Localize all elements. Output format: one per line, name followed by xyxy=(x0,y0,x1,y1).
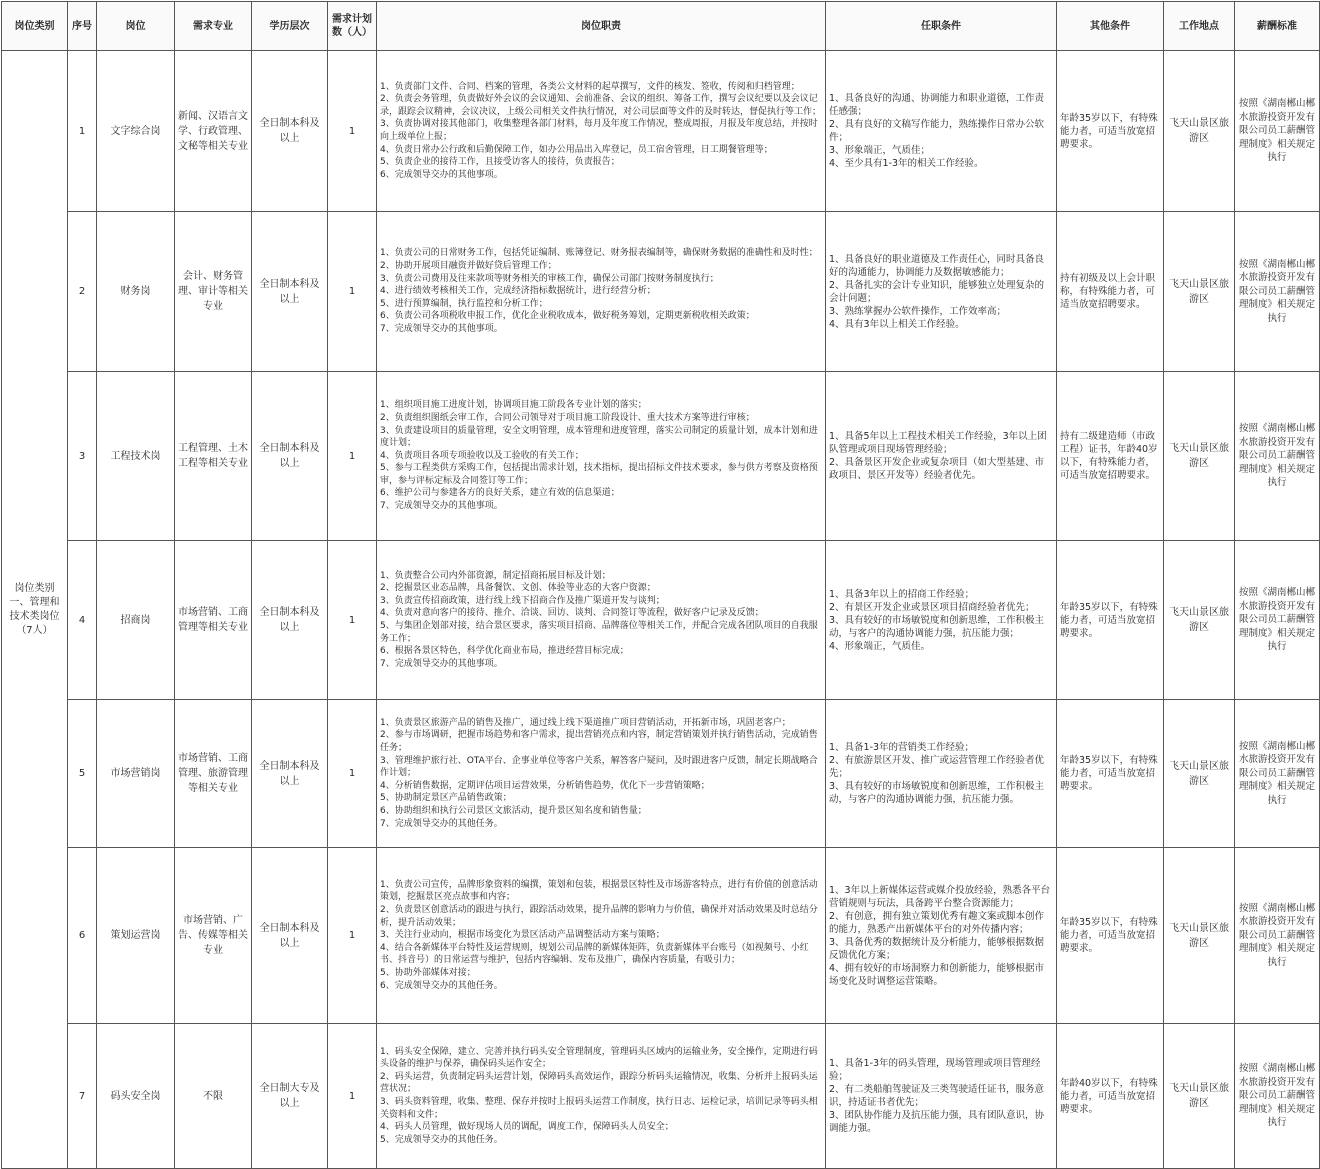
required-major: 市场营销、工商管理、旅游管理等相关专业 xyxy=(175,700,252,848)
requirements-cell xyxy=(826,541,1057,700)
duty-item: 4、负责日常办公行政和后勤保障工作，如办公用品出入库登记，员工宿舍管理，日工期餐管理等； xyxy=(380,144,773,155)
pay-standard: 按照《湖南郴山郴水旅游投资开发有限公司员工薪酬管理制度》相关规定执行 xyxy=(1235,848,1320,1024)
education-level: 全日制本科及以上 xyxy=(252,372,328,541)
work-location: 飞天山景区旅游区 xyxy=(1164,1024,1235,1169)
education-level: 全日制大专及以上 xyxy=(252,1024,328,1169)
other-conditions: 持有初级及以上会计职称，有特殊能力者，可适当放宽招聘要求。 xyxy=(1057,212,1164,372)
position-name: 策划运营岗 xyxy=(97,848,175,1024)
duty-item: 3、管理维护旅行社、OTA平台、企事业单位等客户关系，解答客户疑问，及时跟进客户反馈，制定长期战略合作计划； xyxy=(380,755,818,779)
duty-item: 2、参与市场调研，把握市场趋势和客户需求，提出营销亮点和内容，制定营销策划并执行销售活动，完成销售任务； xyxy=(380,730,818,754)
duty-item: 1、负责公司的日常财务工作，包括凭证编制、账簿登记、财务报表编制等，确保财务数据的准确性和及时性； xyxy=(380,248,818,259)
duty-item: 2、挖掘景区业态品牌，具备餐饮、文创、体验等业态的大客户资源； xyxy=(380,583,656,594)
education-level: 全日制本科及以上 xyxy=(252,212,328,372)
work-location: 飞天山景区旅游区 xyxy=(1164,541,1235,700)
headcount: 1 xyxy=(328,700,377,848)
requirements-cell xyxy=(826,1024,1057,1169)
duty-item: 2、负责组织图纸会审工作，合同公司领导对于项目施工阶段设计、重大技术方案等进行审核； xyxy=(380,412,755,423)
position-name: 工程技术岗 xyxy=(97,372,175,541)
required-major: 市场营销、工商管理等相关专业 xyxy=(175,541,252,700)
duty-item: 2、协助开展项目融资并做好贷后管理工作； xyxy=(380,261,557,272)
requirement-item: 3、具有较好的市场敏锐度和创新思维，工作积极主动，与客户的沟通协调能力强，抗压能力强； xyxy=(829,614,1045,639)
header-location: 工作地点 xyxy=(1164,2,1235,51)
duty-item: 3、负责宣传招商政策，进行线上线下招商合作及推广渠道开发与谈判； xyxy=(380,595,665,606)
headcount: 1 xyxy=(328,372,377,541)
duty-item: 6、根据各景区特色，科学优化商业布局，推进经营目标完成； xyxy=(380,646,629,657)
header-row xyxy=(2,2,1320,51)
duty-item: 7、完成领导交办的其他任务。 xyxy=(380,818,503,829)
requirement-item: 4、拥有较好的市场洞察力和创新能力，能够根据市场变化及时调整运营策略。 xyxy=(829,962,1045,987)
duty-item: 6、维护公司与参建各方的良好关系，建立有效的信息渠道； xyxy=(380,488,620,499)
row-number: 2 xyxy=(68,212,97,372)
requirement-item: 2、具有良好的文稿写作能力，熟练操作日常办公软件； xyxy=(829,119,1045,143)
header-other: 其他条件 xyxy=(1057,2,1164,51)
required-major: 会计、财务管理、审计等相关专业 xyxy=(175,212,252,372)
header-pay: 薪酬标准 xyxy=(1235,2,1320,51)
duty-item: 2、负责景区创意活动的跟进与执行，跟踪活动效果，提升品牌的影响力与价值，确保并对活动效果及时总结分析，提升活动效果； xyxy=(380,905,818,928)
duty-item: 5、参与工程类供方采购工作，包括提出需求计划，技术指标，提出招标文件技术要求，参与供方考察及资格预审，参与评标定标及合同签订等工作； xyxy=(380,463,818,486)
headcount: 1 xyxy=(328,1024,377,1169)
other-conditions: 年龄35岁以下，有特殊能力者，可适当放宽招聘要求。 xyxy=(1057,700,1164,848)
duty-item: 4、进行绩效考核相关工作，完成经济指标数据统计，进行经营分析； xyxy=(380,286,656,297)
duty-item: 1、组织项目施工进度计划，协调项目施工阶段各专业计划的落实； xyxy=(380,400,647,411)
required-major: 工程管理、土木工程等相关专业 xyxy=(175,372,252,541)
requirements-cell xyxy=(826,212,1057,372)
table-row xyxy=(2,1024,1320,1169)
headcount: 1 xyxy=(328,848,377,1024)
duty-item: 2、码头运营，负责制定码头运营计划，保障码头高效运作，跟踪分析码头运输情况，收集、分析并上报码头运营状况； xyxy=(380,1071,818,1095)
row-number: 1 xyxy=(68,51,97,212)
header-no: 序号 xyxy=(68,2,97,51)
duty-item: 3、负责公司费用及往来款项等财务相关的审核工作，确保公司部门按财务制度执行； xyxy=(380,273,719,284)
pay-standard: 按照《湖南郴山郴水旅游投资开发有限公司员工薪酬管理制度》相关规定执行 xyxy=(1235,212,1320,372)
duty-item: 1、码头安全保障，建立、完善并执行码头安全管理制度，管理码头区域内的运输业务，安全操作，定期进行码头设备的维护与保养，确保码头运作安全； xyxy=(380,1046,818,1070)
requirement-item: 1、具备3年以上的招商工作经验； xyxy=(829,588,975,600)
position-name: 市场营销岗 xyxy=(97,700,175,848)
duty-item: 3、负责建设项目的质量管理，安全文明管理，成本管理和进度管理，落实公司制定的质量计划，成本计划和进度计划； xyxy=(380,425,818,449)
required-major: 不限 xyxy=(175,1024,252,1169)
duties-cell xyxy=(377,51,826,212)
duty-item: 4、负责对意向客户的接待、推介、洽谈、回访、谈判、合同签订等流程，做好客户记录及反馈； xyxy=(380,608,764,619)
work-location: 飞天山景区旅游区 xyxy=(1164,212,1235,372)
duty-item: 1、负责整合公司内外部资源，制定招商拓展目标及计划； xyxy=(380,570,611,581)
header-position: 岗位 xyxy=(97,2,175,51)
requirement-item: 2、有旅游景区开发、推广或运营管理工作经验者优先； xyxy=(829,755,1045,779)
duty-item: 1、负责公司宣传，品牌形象资料的编撰，策划和包装，根据景区特性及市场游客特点，进行有价值的创意活动策划，挖掘景区亮点故事和内容； xyxy=(380,879,818,903)
requirements-cell xyxy=(826,700,1057,848)
requirement-item: 1、3年以上新媒体运营或媒介投放经验，熟悉各平台营销规则与玩法，具备跨平台整合资源能力； xyxy=(829,884,1051,909)
header-duties: 岗位职责 xyxy=(377,2,826,51)
header-major: 需求专业 xyxy=(175,2,252,51)
requirement-item: 1、具备1-3年的营销类工作经验； xyxy=(829,742,975,753)
position-name: 招商岗 xyxy=(97,541,175,700)
duties-cell xyxy=(377,541,826,700)
requirement-item: 1、具备良好的沟通、协调能力和职业道德，工作责任感强； xyxy=(829,93,1045,117)
requirement-item: 3、熟练掌握办公软件操作，工作效率高； xyxy=(829,305,1007,317)
duty-item: 1、负责部门文件、合同、档案的管理，各类公文材料的起草撰写，文件的核发、签收，传阅和归档管理； xyxy=(380,81,800,92)
requirements-cell xyxy=(826,372,1057,541)
position-name: 财务岗 xyxy=(97,212,175,372)
required-major: 新闻、汉语言文学、行政管理、文秘等相关专业 xyxy=(175,51,252,212)
pay-standard: 按照《湖南郴山郴水旅游投资开发有限公司员工薪酬管理制度》相关规定执行 xyxy=(1235,1024,1320,1169)
row-number: 7 xyxy=(68,1024,97,1169)
other-conditions: 年龄35岁以下，有特殊能力者，可适当放宽招聘要求。 xyxy=(1057,541,1164,700)
recruitment-table xyxy=(1,1,1320,1169)
headcount: 1 xyxy=(328,212,377,372)
table-row xyxy=(2,51,1320,212)
row-number: 6 xyxy=(68,848,97,1024)
duty-item: 4、负责项目各项专项验收以及工验收的有关工作； xyxy=(380,450,584,461)
duty-item: 5、协助外部媒体对接； xyxy=(380,967,476,978)
duties-cell xyxy=(377,1024,826,1169)
requirements-cell xyxy=(826,51,1057,212)
requirement-item: 3、具有较好的市场敏锐度和创新思维，工作积极主动，与客户的沟通协调能力强，抗压能力强。 xyxy=(829,781,1045,805)
duty-item: 6、协助组织和执行公司景区文旅活动，提升景区知名度和销售量； xyxy=(380,805,647,816)
duty-item: 4、结合各新媒体平台特性及运营规则，规划公司品牌的新媒体矩阵，负责新媒体平台账号（如视频号、小红书、抖音号）的日常运营与维护，包括内容编辑、发布及推广，确保内容质量，有吸引力； xyxy=(380,942,809,966)
requirement-item: 4、至少具有1-3年的相关工作经验。 xyxy=(829,158,984,169)
requirement-item: 1、具备5年以上工程技术相关工作经验，3年以上团队管理或项目现场管理经验； xyxy=(829,431,1047,455)
headcount: 1 xyxy=(328,541,377,700)
education-level: 全日制本科及以上 xyxy=(252,51,328,212)
duty-item: 5、进行预算编制，执行监控和分析工作； xyxy=(380,298,548,309)
header-requirements: 任职条件 xyxy=(826,2,1057,51)
position-name: 码头安全岗 xyxy=(97,1024,175,1169)
duty-item: 5、与集团企划部对接，结合景区要求，落实项目招商、品牌落位等相关工作，并配合完成各团队项目的自我服务工作； xyxy=(380,621,818,644)
duty-item: 7、完成领导交办的其他事项。 xyxy=(380,501,503,512)
requirement-item: 2、有景区开发企业或景区项目招商经验者优先； xyxy=(829,601,1035,613)
requirement-item: 1、具备1-3年的码头管理，现场管理或项目管理经验； xyxy=(829,1058,1041,1082)
duty-item: 1、负责景区旅游产品的销售及推广，通过线上线下渠道推广项目营销活动，开拓新市场，巩固老客户； xyxy=(380,717,791,728)
row-number: 4 xyxy=(68,541,97,700)
duty-item: 3、码头资料管理，收集、整理、保存并按时上报码头运营工作制度，执行日志、运检记录，培训记录等码头相关资料和文件； xyxy=(380,1097,818,1120)
duty-item: 5、完成领导交办的其他任务。 xyxy=(380,1134,503,1145)
duty-item: 3、负责协调对接其他部门，收集整理各部门材料，每月及年度工作情况，整成周报，月报及年度总结，并按时向上级单位上报； xyxy=(380,119,818,142)
requirement-item: 3、团队协作能力及抗压能力强，具有团队意识，协调能力强。 xyxy=(829,1110,1045,1134)
duty-item: 7、完成领导交办的其他事项。 xyxy=(380,323,503,334)
table-row xyxy=(2,372,1320,541)
work-location: 飞天山景区旅游区 xyxy=(1164,51,1235,212)
requirements-cell xyxy=(826,848,1057,1024)
work-location: 飞天山景区旅游区 xyxy=(1164,700,1235,848)
row-number: 5 xyxy=(68,700,97,848)
duty-item: 6、完成领导交办的其他事项。 xyxy=(380,169,503,180)
requirement-item: 2、有创意，拥有独立策划优秀有趣文案或脚本创作的能力，熟悉产出新媒体平台的对外传播内容； xyxy=(829,910,1045,935)
duty-item: 4、码头人员管理，做好现场人员的调配，调度工作，保障码头人员安全； xyxy=(380,1122,674,1133)
other-conditions: 年龄35岁以下，有特殊能力者，可适当放宽招聘要求。 xyxy=(1057,848,1164,1024)
requirement-item: 2、具备景区开发企业或复杂项目（如大型基建、市政项目、景区开发等）经验者优先。 xyxy=(829,457,1045,481)
pay-standard: 按照《湖南郴山郴水旅游投资开发有限公司员工薪酬管理制度》相关规定执行 xyxy=(1235,51,1320,212)
work-location: 飞天山景区旅游区 xyxy=(1164,848,1235,1024)
duty-item: 4、分析销售数据，定期评估项目运营效果，分析销售趋势，优化下一步营销策略； xyxy=(380,780,710,791)
requirement-item: 2、具备扎实的会计专业知识，能够独立处理复杂的会计问题； xyxy=(829,279,1045,304)
category-cell: 岗位类别一、管理和技术类岗位（7人） xyxy=(2,51,68,1169)
table-body xyxy=(2,51,1320,1169)
duty-item: 2、负责会务管理，负责做好外会议的会议通知、会前准备、会议的组织、筹备工作，撰写会议纪要以及会议记录，跟踪会议精神，会议决议，上级公司相关文件执行情况，对公司层面等文件的及时转达，督促执行等工作； xyxy=(380,94,822,117)
table-row xyxy=(2,212,1320,372)
other-conditions: 持有二级建造师（市政工程）证书，年龄40岁以下，有特殊能力者，可适当放宽招聘要求。 xyxy=(1057,372,1164,541)
duties-cell xyxy=(377,372,826,541)
headcount: 1 xyxy=(328,51,377,212)
other-conditions: 年龄40岁以下，有特殊能力者，可适当放宽招聘要求。 xyxy=(1057,1024,1164,1169)
table-row xyxy=(2,541,1320,700)
header-education: 学历层次 xyxy=(252,2,328,51)
header-category: 岗位类别 xyxy=(2,2,68,51)
work-location: 飞天山景区旅游区 xyxy=(1164,372,1235,541)
duties-cell xyxy=(377,700,826,848)
requirement-item: 2、有二类船舶驾驶证及三类驾驶适任证书，服务意识，持适证书者优先； xyxy=(829,1084,1045,1108)
pay-standard: 按照《湖南郴山郴水旅游投资开发有限公司员工薪酬管理制度》相关规定执行 xyxy=(1235,541,1320,700)
table-row xyxy=(2,700,1320,848)
duty-item: 7、完成领导交办的其他事项。 xyxy=(380,658,503,669)
education-level: 全日制本科及以上 xyxy=(252,848,328,1024)
duty-item: 5、负责企业的接待工作，且接受访客人的接待，负责报告； xyxy=(380,157,620,168)
row-number: 3 xyxy=(68,372,97,541)
table-row xyxy=(2,848,1320,1024)
requirement-item: 4、具有3年以上相关工作经验。 xyxy=(829,318,965,330)
requirement-item: 3、形象端正，气质佳； xyxy=(829,145,931,156)
pay-standard: 按照《湖南郴山郴水旅游投资开发有限公司员工薪酬管理制度》相关规定执行 xyxy=(1235,372,1320,541)
other-conditions: 年龄35岁以下，有特殊能力者，可适当放宽招聘要求。 xyxy=(1057,51,1164,212)
duty-item: 6、完成领导交办的其他任务。 xyxy=(380,980,503,991)
duty-item: 3、关注行业动向，根据市场变化为景区活动产品调整活动方案与策略； xyxy=(380,930,665,941)
pay-standard: 按照《湖南郴山郴水旅游投资开发有限公司员工薪酬管理制度》相关规定执行 xyxy=(1235,700,1320,848)
duty-item: 5、协助制定景区产品销售政策； xyxy=(380,793,512,804)
position-name: 文字综合岗 xyxy=(97,51,175,212)
duties-cell xyxy=(377,848,826,1024)
education-level: 全日制本科及以上 xyxy=(252,700,328,848)
requirement-item: 4、形象端正，气质佳。 xyxy=(829,640,931,652)
education-level: 全日制本科及以上 xyxy=(252,541,328,700)
required-major: 市场营销、广告、传媒等相关专业 xyxy=(175,848,252,1024)
duties-cell xyxy=(377,212,826,372)
duty-item: 6、负责公司各项税收申报工作，优化企业税收成本，做好税务筹划，定期更新税收相关政策； xyxy=(380,311,755,322)
header-count: 需求计划数（人） xyxy=(328,2,377,51)
requirement-item: 3、具备优秀的数据统计及分析能力，能够根据数据反馈优化方案； xyxy=(829,936,1045,961)
requirement-item: 1、具备良好的职业道德及工作责任心，同时具备良好的沟通能力，协调能力及数据敏感能力； xyxy=(829,253,1045,278)
